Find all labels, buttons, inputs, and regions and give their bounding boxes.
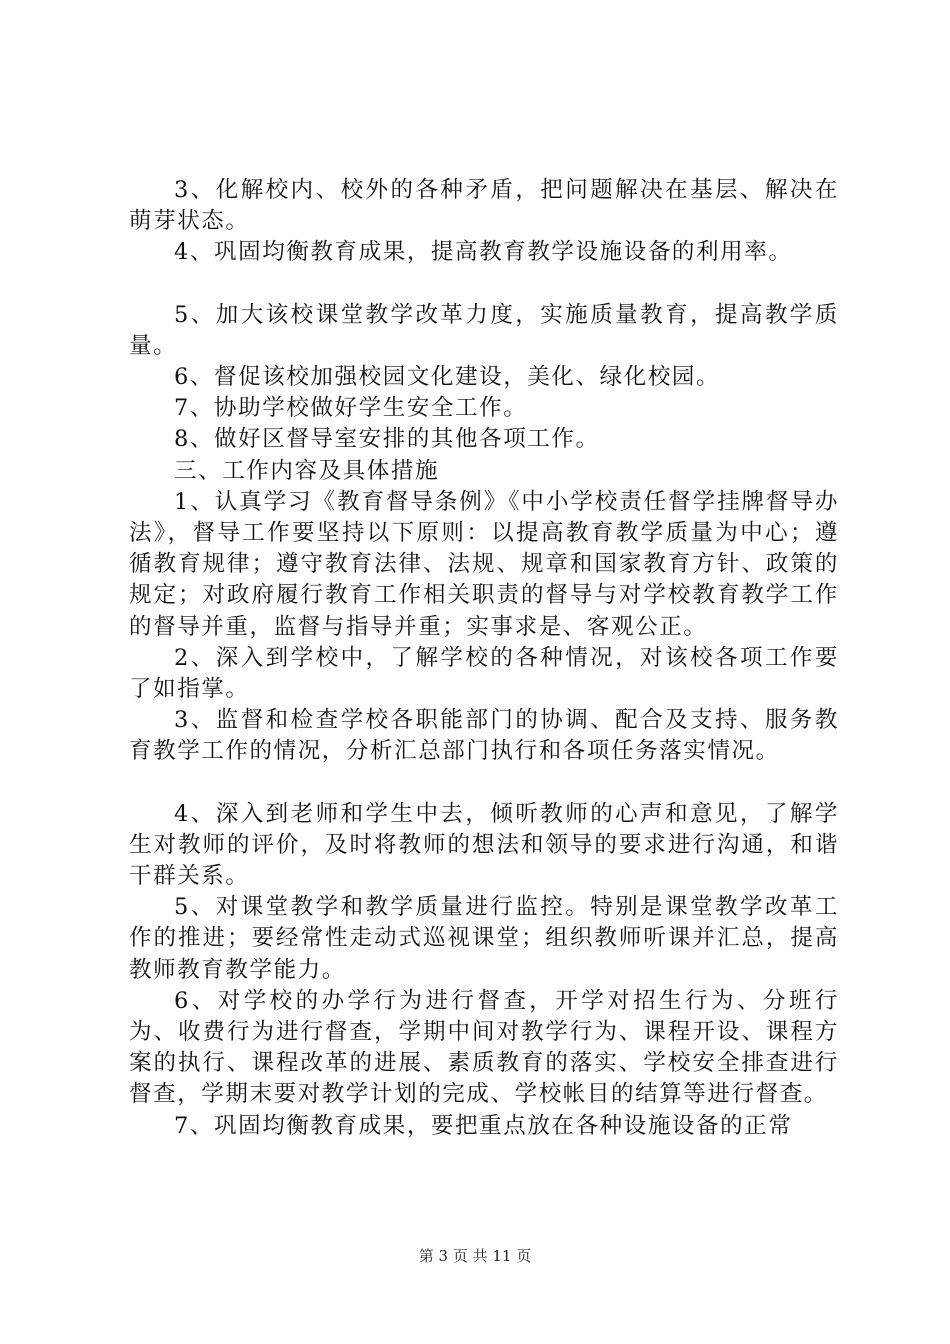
paragraph-item-3: 3、化解校内、校外的各种矛盾，把问题解决在基层、解决在萌芽状态。 (129, 177, 839, 235)
measure-item-2: 2、深入到学校中，了解学校的各种情况，对该校各项工作要了如指掌。 (129, 644, 839, 703)
paragraph-item-5: 5、加大该校课堂教学改革力度，实施质量教育，提高教学质量。 (129, 301, 839, 359)
section-heading: 三、工作内容及具体措施 (174, 457, 440, 484)
measure-item-3: 3、监督和检查学校各职能部门的协调、配合及支持、服务教育教学工作的情况，分析汇总部门执行和各项任务落实情况。 (129, 707, 839, 765)
measure-item-5: 5、对课堂教学和教学质量进行监控。特别是课堂教学改革工作的推进；要经常性走动式巡视课堂；组织教师听课并汇总，提高教师教育教学能力。 (129, 894, 839, 983)
measure-item-1: 1、认真学习《教育督导条例》《中小学校责任督学挂牌督导办法》，督导工作要坚持以下原则：以提高教育教学质量为中心；遵循教育规律；遵守教育法律、法规、规章和国家教育方针、政策的规定；对政府履行教育工作相关职责的督导与对学校教育教学工作的督导并重，监督与指导并重；实事求是、客观公正。 (129, 488, 839, 640)
paragraph-spacer (129, 768, 839, 799)
measure-item-6: 6、对学校的办学行为进行督查，开学对招生行为、分班行为、收费行为进行督查，学期中间对教学行为、课程开设、课程方案的执行、课程改革的进展、素质教育的落实、学校安全排查进行督查，学期末要对教学计划的完成、学校帐目的结算等进行督查。 (129, 987, 839, 1108)
page-footer: 第 3 页 共 11 页 (418, 1247, 532, 1265)
paragraph-spacer (129, 269, 839, 300)
paragraph-item-7: 7、协助学校做好学生安全工作。 (174, 395, 528, 422)
paragraph-item-8: 8、做好区督导室安排的其他各项工作。 (174, 426, 600, 453)
paragraph-item-4: 4、巩固均衡教育成果，提高教育教学设施设备的利用率。 (174, 239, 793, 266)
document-body (129, 175, 839, 1142)
measure-item-4: 4、深入到老师和学生中去，倾听教师的心声和意见，了解学生对教师的评价，及时将教师的想法和领导的要求进行沟通，和谐干群关系。 (129, 800, 839, 890)
measure-item-7: 7、巩固均衡教育成果，要把重点放在各种设施设备的正常 (174, 1112, 793, 1139)
paragraph-item-6: 6、督促该校加强校园文化建设，美化、绿化校园。 (174, 364, 721, 391)
